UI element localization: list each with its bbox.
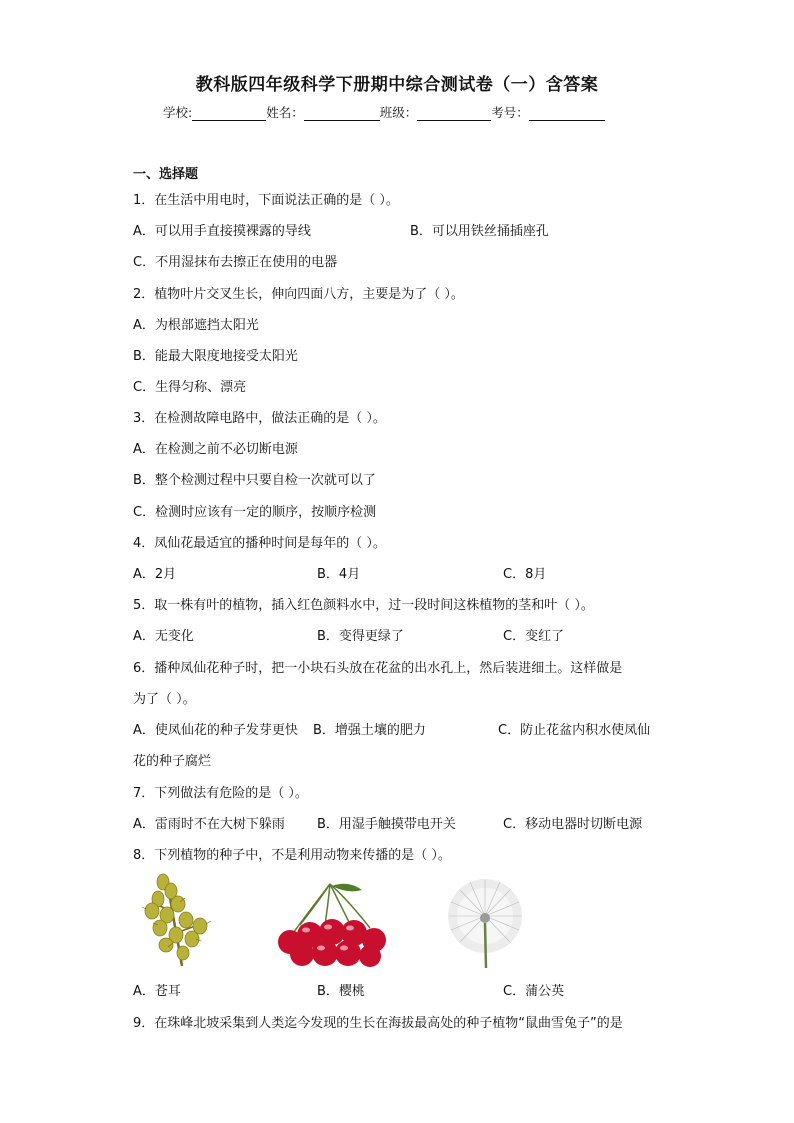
q5-option-b[interactable]: B．变得更绿了 [317,629,404,644]
q8-option-c[interactable]: C．蒲公英 [503,984,565,999]
q1-option-a[interactable]: A．可以用手直接摸裸露的导线 [133,224,311,239]
q7-option-b[interactable]: B．用湿手触摸带电开关 [317,817,456,832]
q1-option-c[interactable]: C．不用湿抹布去擦正在使用的电器 [133,255,338,270]
q1-option-b[interactable]: B．可以用铁丝捅插座孔 [410,224,549,239]
q4-option-c[interactable]: C．8月 [503,567,547,582]
class-blank[interactable] [417,107,491,121]
q5-option-c[interactable]: C．变红了 [503,629,565,644]
question-5-stem: 5．取一株有叶的植物，插入红色颜料水中，过一段时间这株植物的茎和叶（ ）。 [133,598,594,613]
q7-option-a[interactable]: A．雷雨时不在大树下躲雨 [133,817,285,832]
question-4-stem: 4．凤仙花最适宜的播种时间是每年的（ ）。 [133,536,386,551]
q2-option-c[interactable]: C．生得匀称、漂亮 [133,380,247,395]
q7-option-c[interactable]: C．移动电器时切断电源 [503,817,643,832]
q4-option-a[interactable]: A．2月 [133,567,177,582]
q6-option-c[interactable]: C．防止花盆内积水使凤仙 [498,723,651,738]
q3-option-a[interactable]: A．在检测之前不必切断电源 [133,442,298,457]
student-info-line [163,103,605,121]
q6-option-a[interactable]: A．使凤仙花的种子发芽更快 [133,723,298,738]
question-9-stem: 9．在珠峰北坡采集到人类迄今发现的生长在海拔最高处的种子植物“鼠曲雪兔子”的是 [133,1016,623,1031]
number-blank[interactable] [529,107,605,121]
school-blank[interactable] [192,107,266,121]
q8-option-b[interactable]: B．樱桃 [317,984,365,999]
q8-option-a[interactable]: A．苍耳 [133,984,181,999]
cocklebur-image [138,873,220,968]
q2-option-a[interactable]: A．为根部遮挡太阳光 [133,318,259,333]
question-6-stem-line1: 6．播种凤仙花种子时，把一小块石头放在花盆的出水孔上，然后装进细土。这样做是 [133,661,623,676]
q6-option-b[interactable]: B．增强土壤的肥力 [313,723,426,738]
exam-title: 教科版四年级科学下册期中综合测试卷（一）含答案 [195,75,599,95]
question-2-stem: 2．植物叶片交叉生长，伸向四面八方，主要是为了（ ）。 [133,287,464,302]
q3-option-b[interactable]: B．整个检测过程中只要自检一次就可以了 [133,473,376,488]
section-heading: 一、选择题 [133,167,199,182]
q5-option-a[interactable]: A．无变化 [133,629,194,644]
question-7-stem: 7．下列做法有危险的是（ ）。 [133,786,308,801]
question-3-stem: 3．在检测故障电路中，做法正确的是（ ）。 [133,411,386,426]
name-blank[interactable] [304,107,380,121]
q3-option-c[interactable]: C．检测时应该有一定的顺序，按顺序检测 [133,505,377,520]
question-8-stem: 8．下列植物的种子中，不是利用动物来传播的是（ ）。 [133,848,451,863]
question-1-stem: 1．在生活中用电时，下面说法正确的是（ ）。 [133,193,399,208]
class-label: 班级： [379,105,418,120]
dandelion-image [442,878,528,968]
question-6-stem-line2: 为了（ ）。 [133,692,196,707]
school-label: 学校: [163,105,193,120]
q4-option-b[interactable]: B．4月 [317,567,361,582]
q6-option-c-continued[interactable]: 花的种子腐烂 [133,754,212,769]
number-label: 考号： [491,105,529,120]
q2-option-b[interactable]: B．能最大限度地接受太阳光 [133,349,298,364]
name-label: 姓名： [266,105,304,120]
cherries-image [270,880,392,968]
